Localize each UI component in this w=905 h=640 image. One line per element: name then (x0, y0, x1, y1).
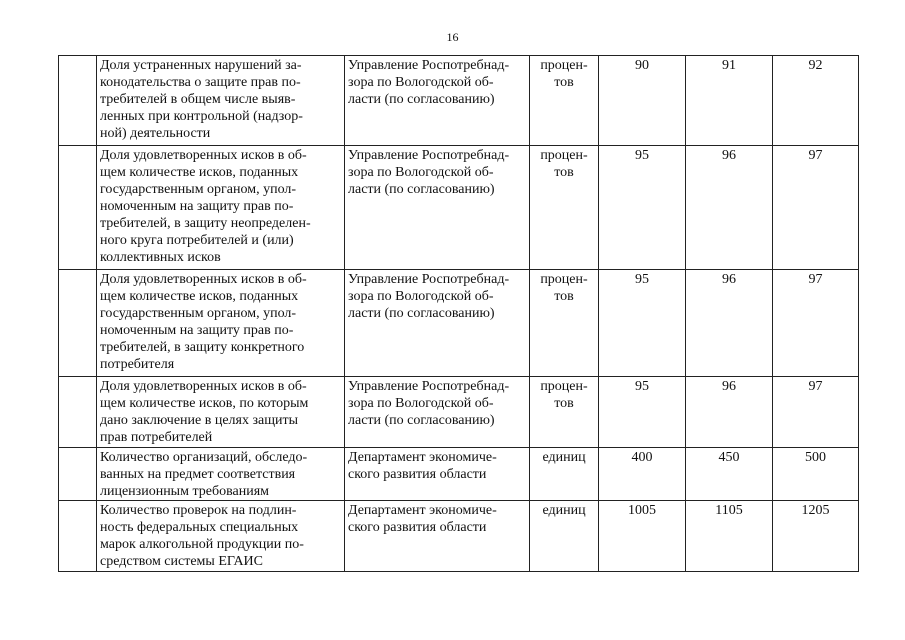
value-year-1-cell: 95 (599, 270, 686, 377)
indicator-name-line: лицензионным требованиям (100, 484, 269, 499)
indicator-name-line: средством системы ЕГАИС (100, 554, 264, 569)
unit-cell (530, 377, 599, 448)
unit-text (540, 271, 587, 305)
unit-line: тов (554, 396, 574, 411)
indicators-table (58, 55, 859, 572)
indicator-name-line: Количество организаций, обследо- (100, 450, 308, 465)
indicator-name-line: щем количестве исков, поданных (100, 165, 299, 180)
unit-text (540, 378, 587, 412)
row-number-cell (59, 448, 97, 501)
responsible-line: Управление Роспотребнад- (348, 148, 510, 163)
value-year-3-cell: 97 (773, 146, 859, 270)
indicator-name-line: щем количестве исков, по которым (100, 396, 309, 411)
indicator-name-cell (97, 270, 345, 377)
row-number-cell (59, 56, 97, 146)
unit-text (542, 502, 585, 519)
responsible-cell (345, 146, 530, 270)
indicator-name-cell (97, 146, 345, 270)
row-number-cell (59, 146, 97, 270)
value-year-2-cell: 96 (686, 146, 773, 270)
value-year-2-cell: 450 (686, 448, 773, 501)
indicator-name-line: Доля удовлетворенных исков в об- (100, 272, 307, 287)
unit-line: единиц (542, 450, 586, 465)
responsible-line: Департамент экономиче- (348, 450, 497, 465)
unit-cell (530, 448, 599, 501)
indicator-name-cell (97, 56, 345, 146)
indicator-name-line: ленных при контрольной (надзор- (100, 109, 303, 124)
value-year-3-cell: 97 (773, 270, 859, 377)
value-year-3-cell: 97 (773, 377, 859, 448)
responsible-line: зора по Вологодской об- (348, 289, 494, 304)
table-row (59, 270, 859, 377)
indicator-name-line: марок алкогольной продукции по- (100, 537, 304, 552)
responsible-line: ласти (по согласованию) (348, 306, 495, 321)
unit-line: тов (554, 165, 574, 180)
row-number-cell (59, 501, 97, 572)
indicator-name-line: конодательства о защите прав по- (100, 75, 301, 90)
unit-line: процен- (540, 148, 588, 163)
indicator-name-line: государственным органом, упол- (100, 182, 297, 197)
table-row (59, 146, 859, 270)
indicator-name-line: Доля удовлетворенных исков в об- (100, 148, 307, 163)
indicator-name-line: прав потребителей (100, 430, 213, 445)
responsible-line: Управление Роспотребнад- (348, 272, 510, 287)
indicator-name-line: номоченным на защиту прав по- (100, 199, 294, 214)
table-row (59, 56, 859, 146)
responsible-line: зора по Вологодской об- (348, 165, 494, 180)
indicator-name-line: ной) деятельности (100, 126, 211, 141)
responsible-line: ласти (по согласованию) (348, 413, 495, 428)
indicator-name-cell (97, 377, 345, 448)
unit-line: процен- (540, 58, 588, 73)
indicator-name-line: коллективных исков (100, 250, 221, 265)
responsible-cell (345, 270, 530, 377)
unit-line: тов (554, 289, 574, 304)
indicator-name-cell (97, 501, 345, 572)
value-year-3-cell: 92 (773, 56, 859, 146)
value-year-2-cell: 91 (686, 56, 773, 146)
responsible-line: Управление Роспотребнад- (348, 379, 510, 394)
unit-text (540, 57, 587, 91)
value-year-1-cell: 90 (599, 56, 686, 146)
responsible-line: ского развития области (348, 467, 487, 482)
indicator-name-line: Доля устраненных нарушений за- (100, 58, 302, 73)
unit-cell (530, 501, 599, 572)
indicator-name-line: государственным органом, упол- (100, 306, 297, 321)
value-year-1-cell: 400 (599, 448, 686, 501)
unit-cell (530, 270, 599, 377)
unit-line: единиц (542, 503, 586, 518)
unit-cell (530, 146, 599, 270)
value-year-3-cell: 1205 (773, 501, 859, 572)
responsible-cell (345, 448, 530, 501)
table-row (59, 377, 859, 448)
responsible-cell (345, 377, 530, 448)
indicator-name-line: Доля удовлетворенных исков в об- (100, 379, 307, 394)
indicator-name-line: щем количестве исков, поданных (100, 289, 299, 304)
indicator-name-line: дано заключение в целях защиты (100, 413, 299, 428)
responsible-line: ласти (по согласованию) (348, 182, 495, 197)
row-number-cell (59, 270, 97, 377)
value-year-3-cell: 500 (773, 448, 859, 501)
value-year-2-cell: 96 (686, 377, 773, 448)
indicator-name-line: ванных на предмет соответствия (100, 467, 296, 482)
value-year-2-cell: 96 (686, 270, 773, 377)
unit-text (540, 147, 587, 181)
unit-line: процен- (540, 379, 588, 394)
indicator-name-line: требителей в общем числе выяв- (100, 92, 296, 107)
responsible-line: Департамент экономиче- (348, 503, 497, 518)
responsible-line: Управление Роспотребнад- (348, 58, 510, 73)
value-year-2-cell: 1105 (686, 501, 773, 572)
value-year-1-cell: 95 (599, 146, 686, 270)
indicator-name-line: требителей, в защиту конкретного (100, 340, 305, 355)
indicator-name-line: потребителя (100, 357, 175, 372)
responsible-line: зора по Вологодской об- (348, 75, 494, 90)
indicator-name-cell (97, 448, 345, 501)
indicator-name-line: номоченным на защиту прав по- (100, 323, 294, 338)
responsible-cell (345, 501, 530, 572)
value-year-1-cell: 95 (599, 377, 686, 448)
responsible-cell (345, 56, 530, 146)
indicator-name-line: ного круга потребителей и (или) (100, 233, 294, 248)
indicator-name-line: требителей, в защиту неопределен- (100, 216, 311, 231)
page-number: 16 (446, 30, 459, 44)
unit-text (542, 449, 585, 466)
unit-cell (530, 56, 599, 146)
value-year-1-cell: 1005 (599, 501, 686, 572)
table-row (59, 448, 859, 501)
table-row (59, 501, 859, 572)
responsible-line: зора по Вологодской об- (348, 396, 494, 411)
unit-line: процен- (540, 272, 588, 287)
unit-line: тов (554, 75, 574, 90)
indicator-name-line: Количество проверок на подлин- (100, 503, 297, 518)
row-number-cell (59, 377, 97, 448)
responsible-line: ского развития области (348, 520, 487, 535)
responsible-line: ласти (по согласованию) (348, 92, 495, 107)
indicator-name-line: ность федеральных специальных (100, 520, 299, 535)
